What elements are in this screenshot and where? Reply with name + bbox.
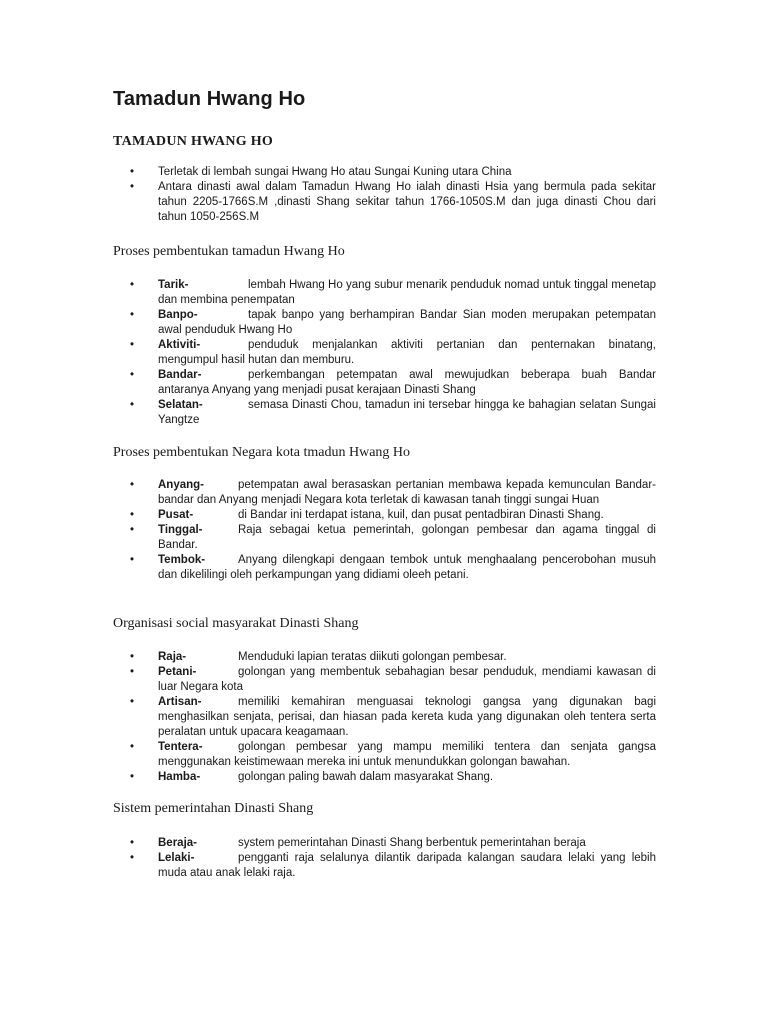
list-item bbox=[113, 553, 656, 583]
list-item bbox=[113, 851, 656, 881]
page-title: Tamadun Hwang Ho bbox=[113, 88, 306, 110]
list-item bbox=[113, 165, 656, 180]
section-heading-pembentukan-tamadun: Proses pembentukan tamadun Hwang Ho bbox=[113, 244, 345, 259]
bullet-icon: • bbox=[130, 166, 135, 178]
list-item-term: Raja- bbox=[158, 651, 187, 663]
list-item bbox=[113, 398, 656, 428]
list-item-text: system pemerintahan Dinasti Shang berbentuk pemerintahan beraja bbox=[238, 837, 586, 849]
list-item-term: Artisan- bbox=[158, 696, 202, 708]
list-item bbox=[113, 508, 656, 523]
list-item bbox=[113, 478, 656, 508]
bullet-icon: • bbox=[130, 279, 135, 291]
list-item-text: memiliki kemahiran menguasai teknologi gangsa yang digunakan bagi menghasilkan senjata, perisai, dan hiasan pada kereta kuda yang digunakan oleh tentera serta peralatan untuk upacara keagamaan. bbox=[158, 696, 656, 738]
list-item-term: Tentera- bbox=[158, 741, 203, 753]
bullet-icon: • bbox=[130, 399, 135, 411]
list-item bbox=[113, 650, 656, 665]
bullet-icon: • bbox=[130, 837, 135, 849]
list-item-term: Tinggal- bbox=[158, 524, 203, 536]
bullet-icon: • bbox=[130, 771, 135, 783]
list-item bbox=[113, 180, 656, 225]
list-item-text: perkembangan petempatan awal mewujudkan beberapa buah Bandar antaranya Anyang yang menjadi pusat kerajaan Dinasti Shang bbox=[158, 369, 656, 396]
list-item-term: Banpo- bbox=[158, 309, 198, 321]
section-list-pembentukan-tamadun bbox=[113, 278, 656, 428]
list-item-text: semasa Dinasti Chou, tamadun ini tersebar hingga ke bahagian selatan Sungai Yangtze bbox=[158, 399, 656, 426]
bullet-icon: • bbox=[130, 509, 135, 521]
list-item-term: Anyang- bbox=[158, 479, 204, 491]
bullet-icon: • bbox=[130, 666, 135, 678]
list-item-text: golongan yang membentuk sebahagian besar penduduk, mendiami kawasan di luar Negara kota bbox=[158, 666, 656, 693]
section-list-negara-kota bbox=[113, 478, 656, 583]
list-item bbox=[113, 308, 656, 338]
list-item-text: Anyang dilengkapi dengaan tembok untuk menghaalang pencerobohan musuh dan dikelilingi oleh perkampungan yang didiami oleeh petani. bbox=[158, 554, 656, 581]
list-item-text: golongan pembesar yang mampu memiliki tentera dan senjata gangsa menggunakan keistimewaan mereka ini untuk menundukkan golongan bawahan. bbox=[158, 741, 656, 768]
bullet-icon: • bbox=[130, 309, 135, 321]
intro-list bbox=[113, 165, 656, 225]
list-item-term: Lelaki- bbox=[158, 852, 195, 864]
list-item bbox=[113, 338, 656, 368]
bullet-icon: • bbox=[130, 741, 135, 753]
list-item-term: Pusat- bbox=[158, 509, 194, 521]
section-list-sistem-pemerintahan bbox=[113, 836, 656, 881]
list-item-text: Raja sebagai ketua pemerintah, golongan pembesar dan agama tinggal di Bandar. bbox=[158, 524, 656, 551]
list-item bbox=[113, 523, 656, 553]
list-item-term: Bandar- bbox=[158, 369, 202, 381]
list-item-text: lembah Hwang Ho yang subur menarik penduduk nomad untuk tinggal menetap dan membina penempatan bbox=[158, 279, 656, 306]
section-list-organisasi-sosial bbox=[113, 650, 656, 785]
list-item-text: tapak banpo yang berhampiran Bandar Sian moden merupakan petempatan awal penduduk Hwang Ho bbox=[158, 309, 656, 336]
document-subtitle: TAMADUN HWANG HO bbox=[113, 134, 274, 149]
bullet-icon: • bbox=[130, 651, 135, 663]
list-item-term: Tembok- bbox=[158, 554, 206, 566]
bullet-icon: • bbox=[130, 554, 135, 566]
list-item bbox=[113, 368, 656, 398]
section-heading-sistem-pemerintahan: Sistem pemerintahan Dinasti Shang bbox=[113, 801, 314, 816]
list-item-term: Selatan- bbox=[158, 399, 203, 411]
bullet-icon: • bbox=[130, 524, 135, 536]
list-item bbox=[113, 770, 656, 785]
list-item-term: Petani- bbox=[158, 666, 197, 678]
list-item bbox=[113, 695, 656, 740]
section-heading-organisasi-sosial: Organisasi social masyarakat Dinasti Shang bbox=[113, 616, 359, 631]
list-item-text: penduduk menjalankan aktiviti pertanian dan penternakan binatang, mengumpul hasil hutan dan memburu. bbox=[158, 339, 656, 366]
bullet-icon: • bbox=[130, 852, 135, 864]
list-item-text: Antara dinasti awal dalam Tamadun Hwang Ho ialah dinasti Hsia yang bermula pada sekitar tahun 2205-1766S.M ,dinasti Shang sekitar tahun 1766-1050S.M dan juga dinasti Chou dari tahun 1050-256S.M bbox=[158, 181, 656, 223]
list-item bbox=[113, 278, 656, 308]
bullet-icon: • bbox=[130, 181, 135, 193]
bullet-icon: • bbox=[130, 369, 135, 381]
list-item-text: di Bandar ini terdapat istana, kuil, dan pusat pentadbiran Dinasti Shang. bbox=[238, 509, 604, 521]
section-heading-negara-kota: Proses pembentukan Negara kota tmadun Hwang Ho bbox=[113, 445, 411, 460]
list-item-term: Aktiviti- bbox=[158, 339, 201, 351]
list-item bbox=[113, 740, 656, 770]
list-item-text: petempatan awal berasaskan pertanian membawa kepada kemunculan Bandar-bandar dan Anyang menjadi Negara kota terletak di kawasan tanah tinggi sungai Huan bbox=[158, 479, 656, 506]
list-item-text: Menduduki lapian teratas diikuti golongan pembesar. bbox=[238, 651, 507, 663]
bullet-icon: • bbox=[130, 696, 135, 708]
list-item-term: Hamba- bbox=[158, 771, 201, 783]
list-item-term: Beraja- bbox=[158, 837, 197, 849]
bullet-icon: • bbox=[130, 339, 135, 351]
list-item-term: Tarik- bbox=[158, 279, 189, 291]
list-item bbox=[113, 665, 656, 695]
bullet-icon: • bbox=[130, 479, 135, 491]
list-item-text: Terletak di lembah sungai Hwang Ho atau Sungai Kuning utara China bbox=[158, 166, 512, 178]
list-item-text: golongan paling bawah dalam masyarakat Shang. bbox=[238, 771, 494, 783]
list-item bbox=[113, 836, 656, 851]
list-item-text: pengganti raja selalunya dilantik daripada kalangan saudara lelaki yang lebih muda atau anak lelaki raja. bbox=[158, 852, 656, 879]
